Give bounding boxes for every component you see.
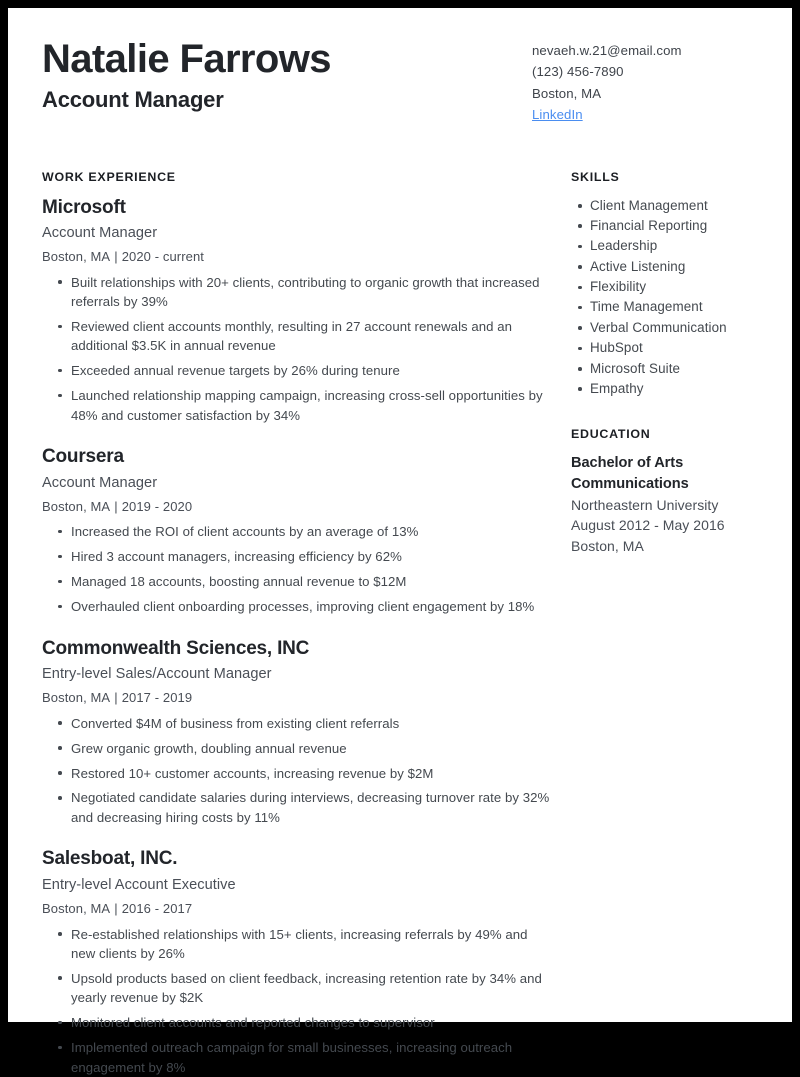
job-location: Boston, MA <box>42 249 111 265</box>
job-bullet: Implemented outreach campaign for small businesses, increasing outreach engagement by 8% <box>71 1038 552 1077</box>
job-entry <box>42 847 552 1077</box>
resume-header <box>42 34 762 126</box>
job-title: Account Manager <box>42 225 158 242</box>
job-bullet: Negotiated candidate salaries during interviews, decreasing turnover rate by 32% and decreasing hiring costs by 11% <box>71 788 552 827</box>
education-degree-line-1: Bachelor of Arts <box>571 455 684 472</box>
job-title: Account Manager <box>42 474 158 491</box>
job-separator: | <box>114 498 118 514</box>
job-bullet: Built relationships with 20+ clients, contributing to organic growth that increased referrals by 39% <box>71 273 552 312</box>
job-bullets <box>42 925 552 1077</box>
job-entry <box>42 196 552 426</box>
skill-item: Leadership <box>590 236 786 256</box>
job-bullet: Hired 3 account managers, increasing efficiency by 62% <box>71 547 552 566</box>
education-entry <box>571 453 786 556</box>
job-bullets <box>42 273 552 425</box>
job-meta <box>42 248 552 266</box>
education-dates: August 2012 - May 2016 <box>571 517 725 534</box>
job-separator: | <box>114 690 118 706</box>
skill-item: HubSpot <box>590 338 786 358</box>
job-bullet: Restored 10+ customer accounts, increasing revenue by $2M <box>71 764 552 783</box>
job-bullet: Reviewed client accounts monthly, resulting in 27 account renewals and an additional $3.5K in annual revenue <box>71 317 552 356</box>
contact-location: Boston, MA <box>532 85 602 101</box>
education-degree-line-2: Communications <box>571 475 689 492</box>
job-dates: 2019 - 2020 <box>121 498 193 514</box>
candidate-headline: Account Manager <box>42 87 224 113</box>
job-separator: | <box>114 249 118 265</box>
job-dates: 2016 - 2017 <box>121 901 193 917</box>
job-bullet: Exceeded annual revenue targets by 26% during tenure <box>71 361 552 380</box>
job-company: Microsoft <box>42 196 126 218</box>
job-location: Boston, MA <box>42 498 111 514</box>
job-bullets <box>42 714 552 828</box>
skill-item: Empathy <box>590 379 786 399</box>
job-location: Boston, MA <box>42 901 111 917</box>
resume-page <box>8 8 792 1075</box>
job-dates: 2020 - current <box>121 249 205 265</box>
skills-list <box>571 196 786 400</box>
candidate-name: Natalie Farrows <box>42 37 331 81</box>
job-bullet: Launched relationship mapping campaign, increasing cross-sell opportunities by 48% and customer satisfaction by 34% <box>71 386 552 425</box>
job-bullet: Converted $4M of business from existing client referrals <box>71 714 552 733</box>
job-title: Entry-level Account Executive <box>42 877 236 894</box>
job-bullets <box>42 522 552 616</box>
skill-item: Active Listening <box>590 257 786 277</box>
section-spacer <box>571 399 786 427</box>
job-bullet: Overhauled client onboarding processes, improving client engagement by 18% <box>71 597 552 616</box>
job-company: Coursera <box>42 446 124 468</box>
skill-item: Financial Reporting <box>590 216 786 236</box>
skill-item: Microsoft Suite <box>590 359 786 379</box>
skill-item: Time Management <box>590 297 786 317</box>
job-meta <box>42 900 552 918</box>
job-bullet: Grew organic growth, doubling annual revenue <box>71 739 552 758</box>
skill-item: Flexibility <box>590 277 786 297</box>
linkedin-link[interactable]: LinkedIn <box>532 107 583 123</box>
main-column <box>42 170 552 1077</box>
job-entry <box>42 445 552 616</box>
job-bullet: Re-established relationships with 15+ clients, increasing referrals by 49% and new clients by 26% <box>71 925 552 964</box>
job-meta <box>42 689 552 707</box>
skill-item: Verbal Communication <box>590 318 786 338</box>
header-identity <box>42 34 331 112</box>
job-bullet: Monitored client accounts and reported changes to supervisor <box>71 1013 552 1032</box>
job-company: Salesboat, INC. <box>42 848 178 870</box>
contact-phone: (123) 456-7890 <box>532 64 624 80</box>
skills-heading: SKILLS <box>571 169 620 184</box>
job-bullet: Managed 18 accounts, boosting annual revenue to $12M <box>71 572 552 591</box>
job-bullet: Upsold products based on client feedback, increasing retention rate by 34% and yearly revenue by $2K <box>71 969 552 1008</box>
job-meta <box>42 498 552 516</box>
contact-email: nevaeh.w.21@email.com <box>532 43 682 58</box>
contact-block <box>532 34 762 126</box>
skill-item: Client Management <box>590 196 786 216</box>
education-location: Boston, MA <box>571 537 644 554</box>
job-bullet: Increased the ROI of client accounts by an average of 13% <box>71 522 552 541</box>
resume-body <box>42 170 762 1077</box>
job-location: Boston, MA <box>42 690 111 706</box>
job-company: Commonwealth Sciences, INC <box>42 637 310 659</box>
side-column <box>571 170 786 557</box>
job-dates: 2017 - 2019 <box>121 690 193 706</box>
education-heading: EDUCATION <box>571 427 651 442</box>
education-school: Northeastern University <box>571 496 719 513</box>
job-separator: | <box>114 901 118 917</box>
work-experience-heading: WORK EXPERIENCE <box>42 169 176 184</box>
job-entry <box>42 637 552 828</box>
job-title: Entry-level Sales/Account Manager <box>42 666 272 683</box>
